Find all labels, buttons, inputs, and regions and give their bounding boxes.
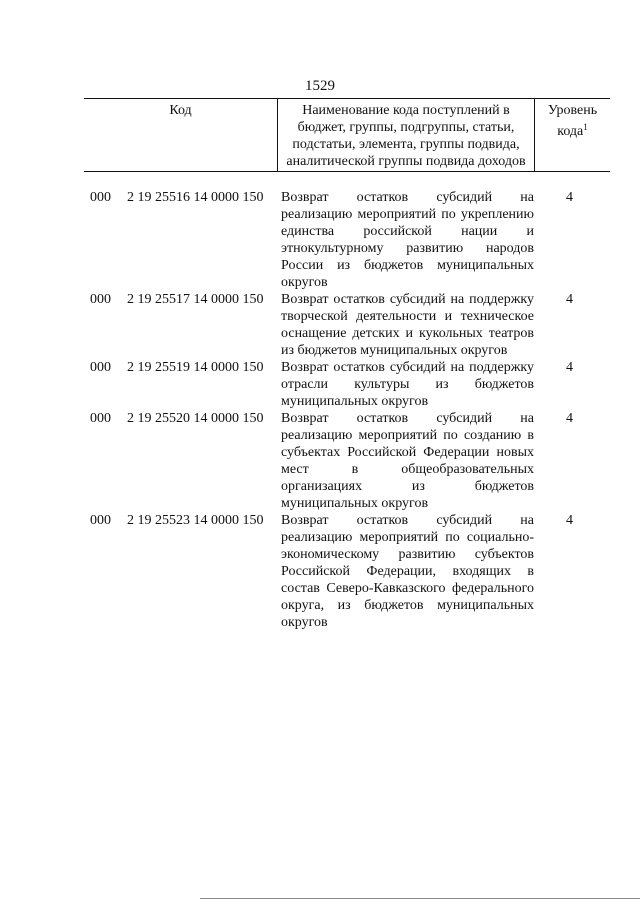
table-row <box>0 189 640 291</box>
row-name: Возврат остатков субсидий на реализацию мероприятий по созданию в субъектах Российской Федерации новых мест в общеобразовательных организациях из бюджетов муниципальных округов <box>281 411 534 511</box>
row-level: 4 <box>566 411 573 426</box>
row-level: 4 <box>566 190 573 205</box>
header-level <box>535 99 610 171</box>
header-name: Наименование кода поступлений в бюджет, группы, подгруппы, статьи, подстатьи, элемента, группы подвида, аналитической группы подвида доходов <box>277 99 535 171</box>
row-level: 4 <box>566 360 573 375</box>
row-prefix: 000 <box>90 411 111 426</box>
row-code: 2 19 25516 14 0000 150 <box>127 190 264 205</box>
header-level-footnote: 1 <box>583 122 588 132</box>
table-header <box>84 98 610 172</box>
header-code: Код <box>169 103 192 118</box>
table-row <box>0 512 640 631</box>
header-level-label: Уровень кода <box>547 103 598 139</box>
row-prefix: 000 <box>90 292 111 307</box>
row-code: 2 19 25523 14 0000 150 <box>127 513 264 528</box>
row-name: Возврат остатков субсидий на реализацию мероприятий по укреплению единства российской нации и этнокультурному развитию народов России из бюджетов муниципальных округов <box>281 190 534 290</box>
table-row <box>0 291 640 359</box>
row-prefix: 000 <box>90 360 111 375</box>
row-code: 2 19 25519 14 0000 150 <box>127 360 264 375</box>
page-number: 1529 <box>305 78 335 94</box>
row-code: 2 19 25517 14 0000 150 <box>127 292 264 307</box>
row-name: Возврат остатков субсидий на поддержку отрасли культуры из бюджетов муниципальных округов <box>281 360 534 409</box>
row-name: Возврат остатков субсидий на реализацию мероприятий по социально-экономическому развитию субъектов Российской Федерации, входящих в состав Северо-Кавказского федерального округа, из бюджетов муниципальных округов <box>281 513 534 630</box>
table-body <box>0 189 640 631</box>
row-prefix: 000 <box>90 190 111 205</box>
row-name: Возврат остатков субсидий на поддержку творческой деятельности и техническое оснащение детских и кукольных театров из бюджетов муниципальных округов <box>281 292 534 358</box>
row-level: 4 <box>566 513 573 528</box>
scan-edge-line <box>200 898 640 899</box>
table-row <box>0 410 640 512</box>
row-code: 2 19 25520 14 0000 150 <box>127 411 264 426</box>
row-prefix: 000 <box>90 513 111 528</box>
table-row <box>0 359 640 410</box>
row-level: 4 <box>566 292 573 307</box>
